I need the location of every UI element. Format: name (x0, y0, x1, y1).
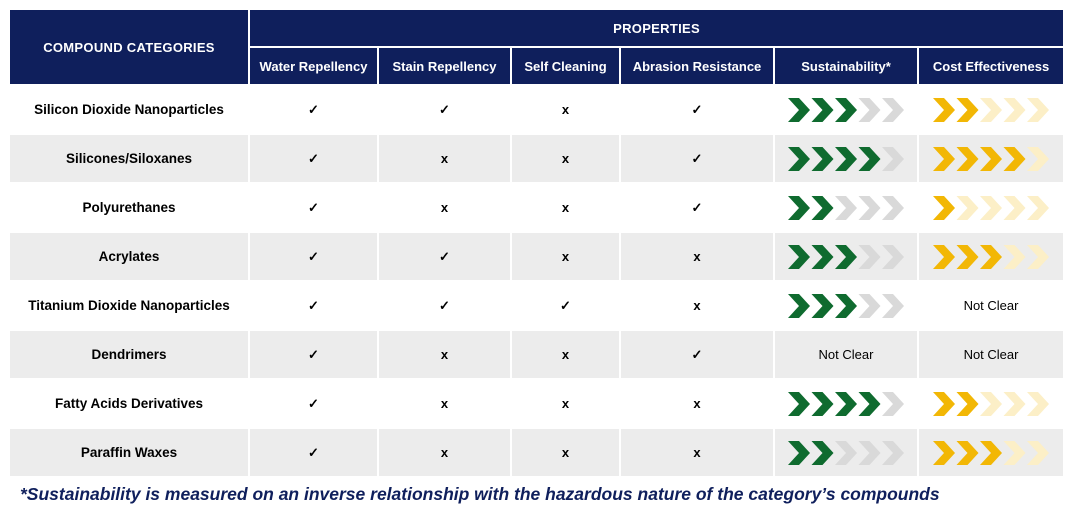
filled-chevron-icon (788, 245, 810, 269)
empty-chevron-icon (1004, 441, 1026, 465)
sustainability-value: Not Clear (774, 330, 918, 379)
empty-chevron-icon (859, 196, 881, 220)
table-body (10, 85, 1063, 476)
abrasion-resistance-value: ✓ (620, 330, 774, 379)
empty-chevron-icon (1027, 98, 1049, 122)
filled-chevron-icon (1004, 147, 1026, 171)
compound-name: Paraffin Waxes (10, 428, 249, 476)
filled-chevron-icon (859, 392, 881, 416)
abrasion-resistance-value: x (620, 232, 774, 281)
empty-chevron-icon (859, 441, 881, 465)
compound-name: Silicon Dioxide Nanoparticles (10, 85, 249, 134)
empty-chevron-icon (835, 196, 857, 220)
filled-chevron-icon (812, 147, 834, 171)
sustainability-rating (774, 428, 918, 476)
sustainability-chevron-group (787, 293, 905, 319)
filled-chevron-icon (980, 147, 1002, 171)
properties-table (10, 10, 1063, 476)
stain-repellency-value: x (378, 134, 511, 183)
empty-chevron-icon (859, 245, 881, 269)
empty-chevron-icon (1004, 392, 1026, 416)
water-repellency-value: ✓ (249, 232, 378, 281)
empty-chevron-icon (1027, 196, 1049, 220)
filled-chevron-icon (812, 98, 834, 122)
stain-repellency-value: x (378, 428, 511, 476)
empty-chevron-icon (835, 441, 857, 465)
table-row (10, 281, 1063, 330)
filled-chevron-icon (980, 441, 1002, 465)
filled-chevron-icon (957, 98, 979, 122)
filled-chevron-icon (788, 294, 810, 318)
stain-repellency-value: ✓ (378, 232, 511, 281)
water-repellency-value: ✓ (249, 379, 378, 428)
compound-name: Titanium Dioxide Nanoparticles (10, 281, 249, 330)
abrasion-resistance-value: ✓ (620, 134, 774, 183)
empty-chevron-icon (980, 392, 1002, 416)
column-header-abrasion-resistance: Abrasion Resistance (620, 47, 774, 85)
sustainability-rating (774, 134, 918, 183)
column-header-self-cleaning: Self Cleaning (511, 47, 620, 85)
empty-chevron-icon (957, 196, 979, 220)
empty-chevron-icon (882, 196, 904, 220)
properties-header: PROPERTIES (249, 10, 1063, 47)
filled-chevron-icon (933, 392, 955, 416)
column-header-stain-repellency: Stain Repellency (378, 47, 511, 85)
compound-name: Fatty Acids Derivatives (10, 379, 249, 428)
filled-chevron-icon (933, 98, 955, 122)
column-header-water-repellency: Water Repellency (249, 47, 378, 85)
cost-chevron-group (932, 146, 1050, 172)
self-cleaning-value: x (511, 379, 620, 428)
filled-chevron-icon (812, 196, 834, 220)
water-repellency-value: ✓ (249, 85, 378, 134)
water-repellency-value: ✓ (249, 428, 378, 476)
stain-repellency-value: x (378, 330, 511, 379)
self-cleaning-value: x (511, 85, 620, 134)
sustainability-rating (774, 379, 918, 428)
table-row (10, 134, 1063, 183)
self-cleaning-value: x (511, 330, 620, 379)
cost-rating (918, 428, 1063, 476)
empty-chevron-icon (1027, 147, 1049, 171)
filled-chevron-icon (835, 98, 857, 122)
empty-chevron-icon (1027, 392, 1049, 416)
cost-chevron-group (932, 440, 1050, 466)
empty-chevron-icon (1004, 98, 1026, 122)
water-repellency-value: ✓ (249, 281, 378, 330)
empty-chevron-icon (1027, 441, 1049, 465)
compound-name: Dendrimers (10, 330, 249, 379)
sustainability-rating (774, 183, 918, 232)
water-repellency-value: ✓ (249, 183, 378, 232)
empty-chevron-icon (882, 294, 904, 318)
abrasion-resistance-value: ✓ (620, 85, 774, 134)
empty-chevron-icon (859, 294, 881, 318)
empty-chevron-icon (859, 98, 881, 122)
sustainability-rating (774, 85, 918, 134)
water-repellency-value: ✓ (249, 134, 378, 183)
filled-chevron-icon (957, 441, 979, 465)
filled-chevron-icon (835, 392, 857, 416)
empty-chevron-icon (882, 98, 904, 122)
filled-chevron-icon (859, 147, 881, 171)
filled-chevron-icon (788, 392, 810, 416)
stain-repellency-value: x (378, 379, 511, 428)
abrasion-resistance-value: ✓ (620, 183, 774, 232)
filled-chevron-icon (835, 147, 857, 171)
cost-chevron-group (932, 97, 1050, 123)
table-row (10, 428, 1063, 476)
self-cleaning-value: x (511, 183, 620, 232)
empty-chevron-icon (882, 392, 904, 416)
column-header-sustainability: Sustainability* (774, 47, 918, 85)
water-repellency-value: ✓ (249, 330, 378, 379)
empty-chevron-icon (882, 245, 904, 269)
stain-repellency-value: ✓ (378, 85, 511, 134)
cost-chevron-group (932, 391, 1050, 417)
table-row (10, 183, 1063, 232)
filled-chevron-icon (812, 441, 834, 465)
cost-chevron-group (932, 244, 1050, 270)
self-cleaning-value: x (511, 428, 620, 476)
compound-categories-header: COMPOUND CATEGORIES (10, 10, 249, 85)
abrasion-resistance-value: x (620, 428, 774, 476)
empty-chevron-icon (882, 147, 904, 171)
filled-chevron-icon (835, 245, 857, 269)
sustainability-chevron-group (787, 244, 905, 270)
stain-repellency-value: ✓ (378, 281, 511, 330)
empty-chevron-icon (1004, 196, 1026, 220)
sustainability-chevron-group (787, 146, 905, 172)
sustainability-chevron-group (787, 440, 905, 466)
empty-chevron-icon (882, 441, 904, 465)
sustainability-chevron-group (787, 97, 905, 123)
cost-chevron-group (932, 195, 1050, 221)
cost-value: Not Clear (918, 281, 1063, 330)
sustainability-rating (774, 232, 918, 281)
filled-chevron-icon (957, 392, 979, 416)
cost-rating (918, 134, 1063, 183)
filled-chevron-icon (812, 245, 834, 269)
cost-rating (918, 85, 1063, 134)
filled-chevron-icon (788, 196, 810, 220)
table-row (10, 232, 1063, 281)
footnote: *Sustainability is measured on an inverse relationship with the hazardous nature of the category’s compounds (20, 484, 940, 504)
abrasion-resistance-value: x (620, 379, 774, 428)
cost-value: Not Clear (918, 330, 1063, 379)
compound-name: Acrylates (10, 232, 249, 281)
filled-chevron-icon (933, 245, 955, 269)
self-cleaning-value: x (511, 232, 620, 281)
empty-chevron-icon (1027, 245, 1049, 269)
stain-repellency-value: x (378, 183, 511, 232)
table-row (10, 85, 1063, 134)
empty-chevron-icon (980, 196, 1002, 220)
abrasion-resistance-value: x (620, 281, 774, 330)
table-row (10, 379, 1063, 428)
cost-rating (918, 183, 1063, 232)
compound-name: Polyurethanes (10, 183, 249, 232)
filled-chevron-icon (957, 147, 979, 171)
filled-chevron-icon (957, 245, 979, 269)
table-row (10, 330, 1063, 379)
self-cleaning-value: ✓ (511, 281, 620, 330)
filled-chevron-icon (933, 441, 955, 465)
sustainability-chevron-group (787, 391, 905, 417)
compound-name: Silicones/Siloxanes (10, 134, 249, 183)
filled-chevron-icon (812, 294, 834, 318)
filled-chevron-icon (788, 147, 810, 171)
filled-chevron-icon (788, 98, 810, 122)
filled-chevron-icon (812, 392, 834, 416)
filled-chevron-icon (933, 147, 955, 171)
column-header-cost-effectiveness: Cost Effectiveness (918, 47, 1063, 85)
cost-rating (918, 379, 1063, 428)
empty-chevron-icon (1004, 245, 1026, 269)
sustainability-chevron-group (787, 195, 905, 221)
self-cleaning-value: x (511, 134, 620, 183)
filled-chevron-icon (980, 245, 1002, 269)
filled-chevron-icon (788, 441, 810, 465)
filled-chevron-icon (835, 294, 857, 318)
cost-rating (918, 232, 1063, 281)
filled-chevron-icon (933, 196, 955, 220)
sustainability-rating (774, 281, 918, 330)
empty-chevron-icon (980, 98, 1002, 122)
